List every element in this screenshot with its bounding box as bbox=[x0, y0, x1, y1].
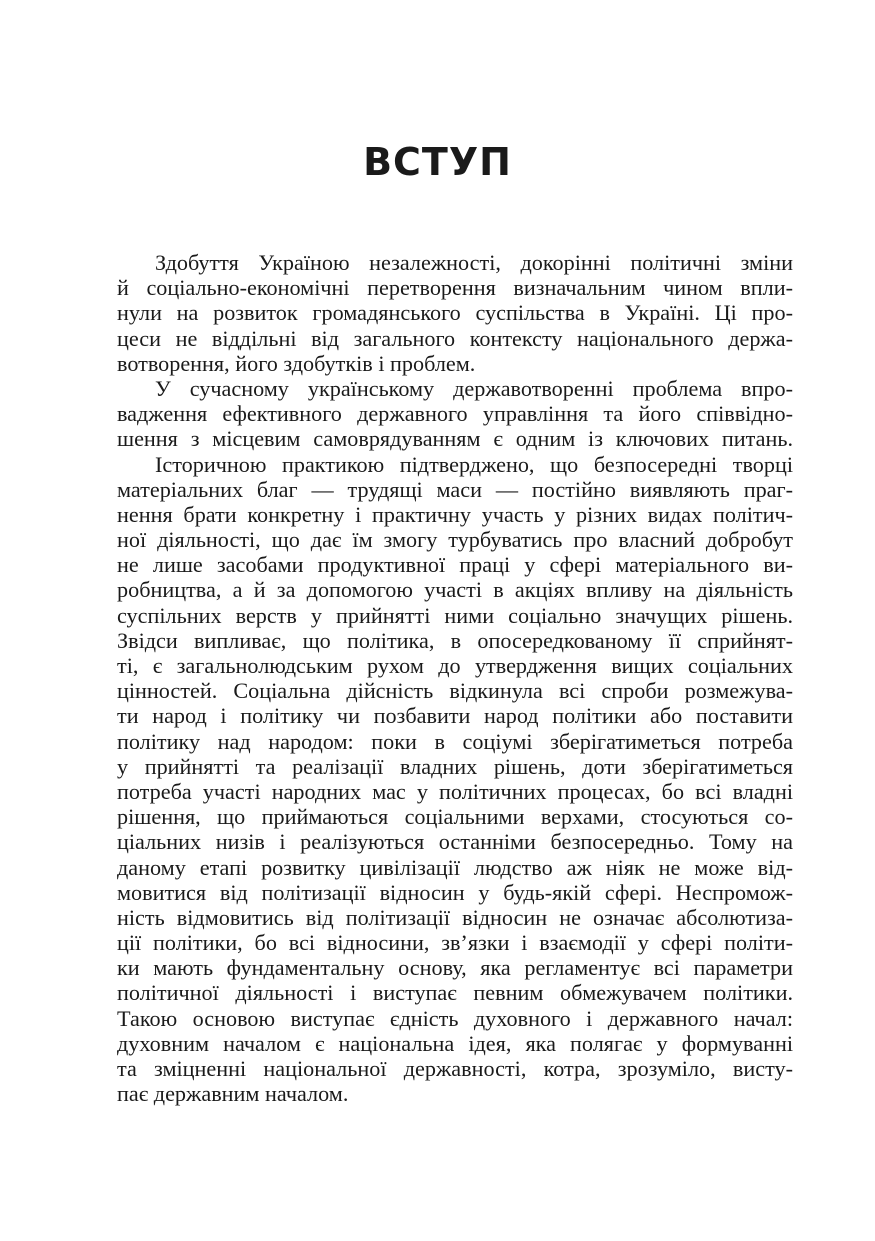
text-line: Здобуття Україною незалежності, докорінні політичні зміни bbox=[155, 250, 793, 275]
text-line: у прийнятті та реалізації владних рішень, доти зберігатиметься bbox=[117, 753, 793, 779]
text-line: вадження ефективного державного управління та його співвідно- bbox=[117, 401, 793, 427]
text-line: робництва, а й за допомогою участі в акціях впливу на діяльність bbox=[117, 577, 793, 603]
text-line: ції політики, бо всі відносини, зв’язки і взаємодії у сфері політи- bbox=[117, 930, 793, 956]
text-line: рішення, що приймаються соціальними верхами, стосуються со- bbox=[117, 804, 793, 830]
text-line: пає державним началом. bbox=[117, 1081, 349, 1107]
paragraph-3 bbox=[117, 452, 793, 1107]
text-line: даному етапі розвитку цивілізації людство аж ніяк не може від- bbox=[117, 854, 793, 880]
text-line: політичної діяльності і виступає певним обмежувачем політики. bbox=[117, 980, 793, 1006]
text-line: шення з місцевим самоврядуванням є одним із ключових питань. bbox=[117, 426, 793, 452]
text-line: ті, є загальнолюдським рухом до утвердження вищих соціальних bbox=[117, 653, 793, 678]
text-line: духовним началом є національна ідея, яка полягає у формуванні bbox=[117, 1030, 793, 1056]
text-line: потреба участі народних мас у політичних процесах, бо всі владні bbox=[117, 778, 793, 804]
text-line: ки мають фундаментальну основу, яка регламентує всі параметри bbox=[117, 955, 793, 981]
text-line: та зміцненні національної державності, котра, зрозуміло, висту- bbox=[117, 1056, 793, 1081]
text-line: Такою основою виступає єдність духовного і державного начал: bbox=[117, 1005, 793, 1031]
paragraph-2 bbox=[117, 376, 793, 452]
text-line: Історичною практикою підтверджено, що безпосередні творці bbox=[155, 451, 793, 477]
text-line: ність відмовитись від політизації відносин не означає абсолютиза- bbox=[117, 904, 793, 930]
text-line: й соціально-економічні перетворення визначальним чином впли- bbox=[117, 275, 793, 301]
text-line: цеси не віддільні від загального контексту національного держа- bbox=[117, 325, 793, 351]
text-line: мовитися від політизації відносин у будь-якій сфері. Неспромож- bbox=[117, 879, 793, 905]
text-line: політику над народом: поки в соціумі зберігатиметься потреба bbox=[117, 728, 793, 754]
text-line: вотворення, його здобутків і проблем. bbox=[117, 350, 476, 376]
text-line: нення брати конкретну і практичну участь у різних видах політич- bbox=[117, 501, 793, 527]
chapter-title: ВСТУП bbox=[363, 140, 512, 184]
text-line: не лише засобами продуктивної праці у сфері матеріального ви- bbox=[117, 552, 793, 578]
text-line: ної діяльності, що дає їм змогу турбуватись про власний добробут bbox=[117, 527, 793, 553]
text-line: нули на розвиток громадянського суспільства в Україні. Ці про- bbox=[117, 300, 793, 326]
text-line: ціальних низів і реалізуються останніми безпосередньо. Тому на bbox=[117, 829, 793, 855]
body-text bbox=[117, 250, 793, 1106]
text-line: У сучасному українському державотворенні проблема впро- bbox=[155, 375, 793, 401]
text-line: матеріальних благ — трудящі маси — постійно виявляють праг- bbox=[117, 476, 793, 502]
text-line: ти народ і політику чи позбавити народ політики або поставити bbox=[117, 703, 793, 729]
text-line: цінностей. Соціальна дійсність відкинула всі спроби розмежува- bbox=[117, 678, 793, 704]
text-line: суспільних верств у прийнятті ними соціально значущих рішень. bbox=[117, 602, 793, 628]
text-line: Звідси випливає, що політика, в опосередкованому її сприйнят- bbox=[117, 627, 793, 653]
paragraph-1 bbox=[117, 250, 793, 376]
